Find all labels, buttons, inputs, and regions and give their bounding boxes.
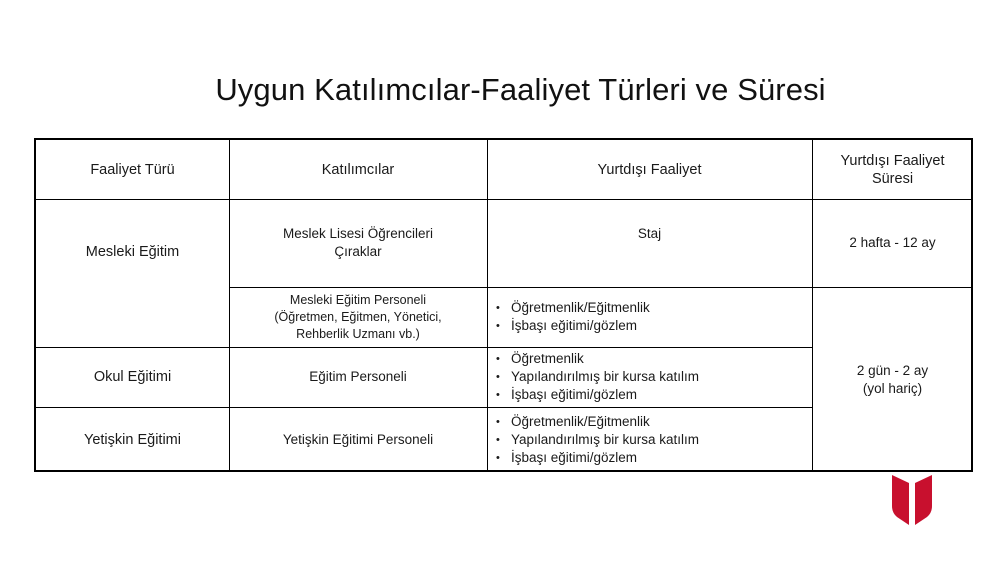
activity-item: İşbaşı eğitimi/gözlem bbox=[511, 449, 638, 465]
bullet-icon: • bbox=[496, 320, 500, 332]
list-item bbox=[487, 350, 812, 368]
header-duration-line2: Süresi bbox=[871, 170, 914, 187]
header-abroad-activity: Yurtdışı Faaliyet bbox=[597, 161, 702, 178]
list-item bbox=[487, 299, 812, 317]
activity-staj: Staj bbox=[637, 226, 662, 241]
type-yetiskin-egitimi: Yetişkin Eğitimi bbox=[84, 431, 181, 448]
participants-school-staff: Eğitim Personeli bbox=[309, 369, 407, 384]
bullet-icon: • bbox=[496, 302, 500, 314]
header-participants: Katılımcılar bbox=[321, 161, 395, 178]
activity-item: Yapılandırılmış bir kursa katılım bbox=[511, 431, 700, 447]
bullet-icon: • bbox=[496, 353, 500, 365]
participants-students bbox=[229, 199, 487, 287]
activity-item: İşbaşı eğitimi/gözlem bbox=[511, 318, 638, 333]
bullet-icon: • bbox=[496, 389, 500, 401]
duration-staff bbox=[812, 287, 973, 472]
duration-staff-line1: 2 gün - 2 ay bbox=[856, 362, 929, 378]
list-item bbox=[487, 413, 812, 431]
participants-vet-staff-line3: Rehberlik Uzmanı vb.) bbox=[296, 326, 420, 341]
activity-item: Yapılandırılmış bir kursa katılım bbox=[511, 369, 700, 384]
slide-title: Uygun Katılımcılar-Faaliyet Türleri ve Süresi bbox=[215, 72, 826, 107]
type-okul-egitimi: Okul Eğitimi bbox=[93, 369, 172, 385]
activity-item: İşbaşı eğitimi/gözlem bbox=[511, 387, 638, 402]
header-duration bbox=[812, 140, 973, 199]
list-item bbox=[487, 317, 812, 335]
activity-item: Öğretmenlik/Eğitmenlik bbox=[511, 300, 650, 315]
header-activity-type: Faaliyet Türü bbox=[90, 161, 175, 178]
duration-staff-line2: (yol hariç) bbox=[862, 380, 923, 396]
duration-students: 2 hafta - 12 ay bbox=[849, 235, 936, 250]
list-item bbox=[487, 431, 812, 449]
participants-adult-staff: Yetişkin Eğitimi Personeli bbox=[282, 431, 434, 447]
bullet-icon: • bbox=[496, 451, 500, 464]
participants-vet-staff bbox=[229, 287, 487, 347]
bullet-icon: • bbox=[496, 415, 500, 428]
header-duration-line1: Yurtdışı Faaliyet bbox=[840, 152, 945, 169]
activities-adult-staff bbox=[487, 407, 812, 472]
list-item bbox=[487, 449, 812, 467]
type-mesleki-egitim: Mesleki Eğitim bbox=[85, 244, 180, 260]
participants-students-line1: Meslek Lisesi Öğrencileri bbox=[282, 226, 434, 241]
list-item bbox=[487, 386, 812, 404]
participants-vet-staff-line2: (Öğretmen, Eğitmen, Yönetici, bbox=[274, 309, 442, 324]
book-shield-logo-icon bbox=[890, 471, 934, 527]
list-item bbox=[487, 368, 812, 386]
bullet-icon: • bbox=[496, 371, 500, 383]
bullet-icon: • bbox=[496, 433, 500, 446]
participants-vet-staff-line1: Mesleki Eğitim Personeli bbox=[289, 292, 427, 307]
activities-school-staff bbox=[487, 347, 812, 407]
activity-item: Öğretmenlik/Eğitmenlik bbox=[511, 413, 650, 429]
activity-item: Öğretmenlik bbox=[511, 351, 584, 366]
participants-students-line2: Çıraklar bbox=[334, 244, 382, 259]
participants-table bbox=[34, 138, 973, 472]
activities-vet-staff bbox=[487, 287, 812, 347]
